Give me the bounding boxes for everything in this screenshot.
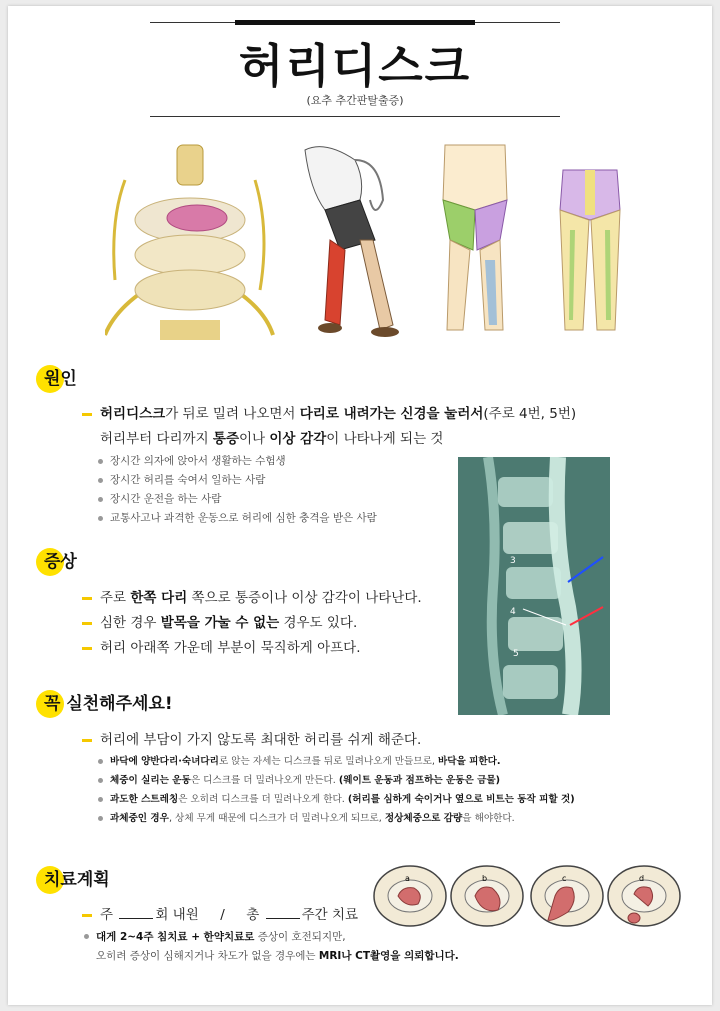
- dash-icon: [82, 413, 92, 416]
- list-item: 과체중인 경우, 상체 무게 때문에 디스크가 더 밀려나오게 되므로, 정상체중으로 감량을 해야한다.: [110, 809, 575, 828]
- dash-icon: [82, 622, 92, 625]
- leg-back-dermatome-illustration: [545, 140, 635, 340]
- list-item: 장시간 운전을 하는 사람: [110, 490, 377, 509]
- symptom-line-1: 주로 한쪽 다리 쪽으로 통증이나 이상 감각이 나타난다.: [82, 586, 422, 606]
- dash-icon: [82, 739, 92, 742]
- sciatica-figure-illustration: [285, 140, 410, 340]
- weeks-blank-field[interactable]: [266, 906, 300, 919]
- mri-label-5: 5: [513, 649, 519, 659]
- cause-line-2: 허리부터 다리까지 통증이나 이상 감각이 나타나게 되는 것: [100, 431, 444, 447]
- cause-heading: 원인: [36, 365, 77, 393]
- dash-icon: [82, 914, 92, 917]
- page-title: 허리디스크: [238, 39, 472, 93]
- practice-bullet-list: [110, 752, 575, 828]
- plan-note-1: 대게 2~4주 침치료 + 한약치료로 증상이 호전되지만,: [96, 929, 346, 944]
- plan-heading: 치료계획: [36, 866, 110, 894]
- title-rule-bottom: [150, 116, 560, 117]
- list-item: 교통사고나 과격한 운동으로 허리에 심한 충격을 받은 사람: [110, 509, 377, 528]
- disc-label-a: a: [405, 874, 410, 883]
- cause-line-1: 허리디스크가 뒤로 밀려 나오면서 다리로 내려가는 신경을 눌러서(주로 4번, 5번): [82, 402, 576, 422]
- symptom-heading: 증상: [36, 548, 77, 576]
- list-item: 과도한 스트레칭은 오히려 디스크를 더 밀려나오게 한다. (허리를 심하게 숙이거나 옆으로 비트는 동작 피할 것): [110, 790, 575, 809]
- dash-icon: [82, 597, 92, 600]
- cause-bullet-list: [110, 452, 377, 528]
- page-subtitle: (요추 추간판탈출증): [306, 94, 404, 107]
- dash-icon: [82, 647, 92, 650]
- practice-line-1: 허리에 부담이 가지 않도록 최대한 허리를 쉬게 해준다.: [82, 728, 421, 748]
- mri-image: [458, 457, 610, 715]
- plan-schedule-line: 주 회 내원 / 총 주간 치료: [82, 903, 358, 923]
- disc-label-b: b: [482, 874, 488, 883]
- mri-label-4: 4: [510, 607, 516, 617]
- symptom-line-2: 심한 경우 발목을 가눌 수 없는 경우도 있다.: [82, 611, 357, 631]
- leg-front-dermatome-illustration: [425, 140, 525, 340]
- visits-blank-field[interactable]: [119, 906, 153, 919]
- list-item: 체중이 실리는 운동은 디스크를 더 밀려나오게 만든다. (웨이트 운동과 점프하는 운동은 금물): [110, 771, 575, 790]
- title-rule-top-thick: [235, 20, 475, 25]
- practice-heading: 꼭 실천해주세요!: [36, 690, 173, 718]
- disc-label-d: d: [639, 874, 645, 883]
- list-item: 바닥에 양반다리·숙녀다리로 앉는 자세는 디스크를 뒤로 밀려나오게 만들므로, 바닥을 피한다.: [110, 752, 575, 771]
- plan-note-2: 오히려 증상이 심해지거나 차도가 없을 경우에는 MRI나 CT촬영을 의뢰합니다.: [96, 950, 459, 962]
- disc-herniation-stages-illustration: [372, 860, 684, 932]
- list-item: 장시간 의자에 앉아서 생활하는 수험생: [110, 452, 377, 471]
- bullet-dot-icon: [84, 934, 89, 939]
- mri-label-3: 3: [510, 556, 516, 566]
- symptom-line-3: 허리 아래쪽 가운데 부분이 묵직하게 아프다.: [82, 636, 361, 656]
- list-item: 장시간 허리를 숙여서 일하는 사람: [110, 471, 377, 490]
- disc-label-c: c: [562, 874, 567, 883]
- spine-disc-illustration: [105, 140, 275, 340]
